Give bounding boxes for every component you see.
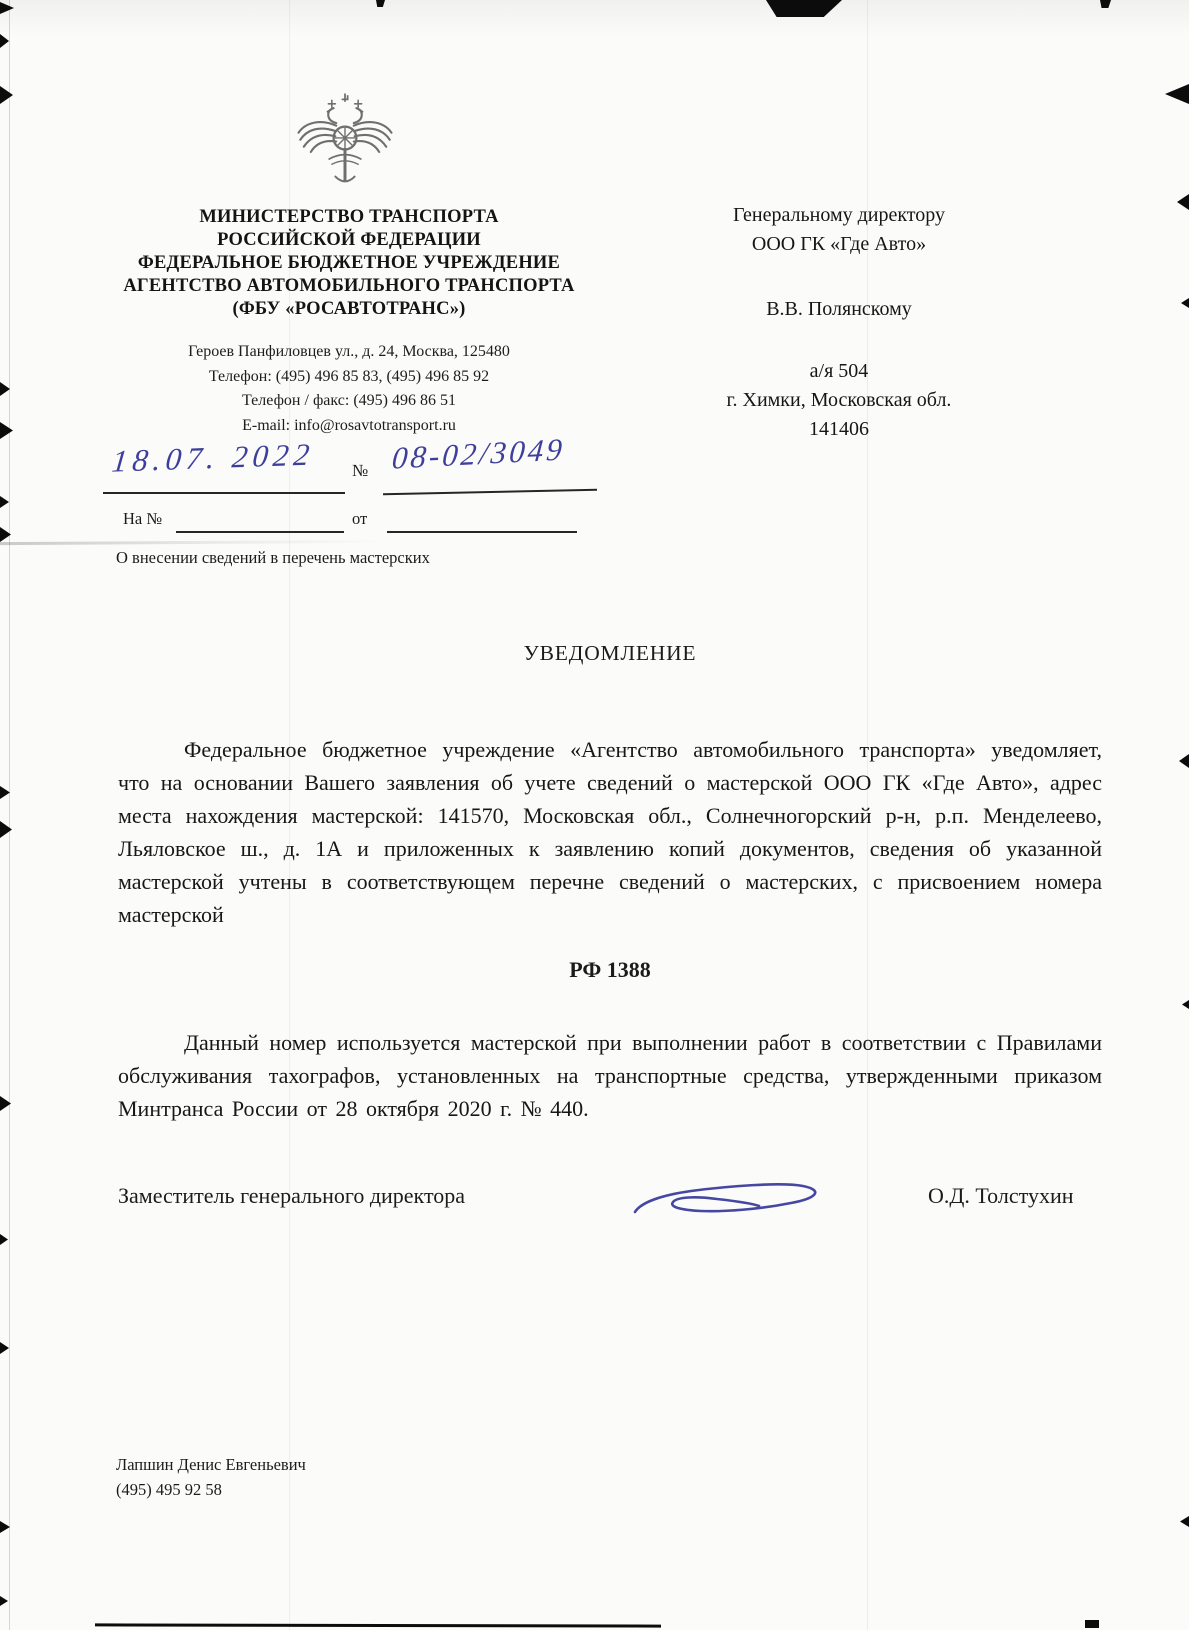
scan-artifact <box>0 1234 8 1245</box>
scan-artifact <box>0 1342 9 1354</box>
org-line: (ФБУ «РОСАВТОТРАНС») <box>232 299 466 319</box>
scan-artifact <box>95 1623 661 1627</box>
scan-artifact <box>0 1521 10 1533</box>
org-line: ФЕДЕРАЛЬНОЕ БЮДЖЕТНОЕ УЧРЕЖДЕНИЕ <box>137 253 561 273</box>
recipient-company: ООО ГК «Где Авто» <box>751 233 927 255</box>
reply-date-underline <box>387 531 577 533</box>
org-line: РОССИЙСКОЙ ФЕДЕРАЦИИ <box>217 230 481 250</box>
scan-artifact <box>0 1096 11 1111</box>
scan-artifact <box>1085 1620 1099 1628</box>
reply-from-label: от <box>352 509 368 528</box>
date-underline <box>103 492 345 494</box>
paper-crease <box>0 540 385 545</box>
paper-crease <box>9 0 10 1630</box>
letterhead-address-block <box>108 340 590 438</box>
scan-artifact <box>1182 1000 1189 1009</box>
contact-phone: (495) 495 92 58 <box>116 1480 222 1499</box>
handwritten-date: 18.07. 2022 <box>110 436 317 479</box>
scan-artifact <box>0 786 10 799</box>
recipient-city: г. Химки, Московская обл. <box>726 389 952 411</box>
recipient-name: В.В. Полянскому <box>766 298 912 320</box>
handwritten-signature <box>625 1172 845 1234</box>
address-line: E-mail: info@rosavtotransport.ru <box>242 416 456 434</box>
subject-line: О внесении сведений в перечень мастерских <box>116 548 430 567</box>
address-line: Телефон / факс: (495) 496 86 51 <box>242 392 456 409</box>
reply-number-underline <box>176 531 344 533</box>
scan-artifact <box>1179 754 1189 768</box>
contact-name: Лапшин Денис Евгеньевич <box>116 1455 306 1474</box>
workshop-number: РФ 1388 <box>569 957 651 982</box>
address-line: Героев Панфиловцев ул., д. 24, Москва, 125480 <box>188 343 510 360</box>
number-sign-label: № <box>352 461 369 480</box>
scan-shading <box>0 0 1189 36</box>
scan-artifact <box>1181 298 1189 308</box>
ministry-of-transport-emblem-icon <box>288 88 402 202</box>
scan-artifact <box>1177 194 1189 210</box>
address-line: Телефон: (495) 496 85 83, (495) 496 85 92 <box>208 367 490 385</box>
scan-artifact <box>0 86 13 104</box>
recipient-position: Генеральному директору <box>732 204 946 226</box>
body-paragraph-1: Федеральное бюджетное учреждение «Агентство автомобильного транспорта» уведомляет, что на основании Вашего заявления об учете сведений о мастерской ООО ГК «Где Авто», адрес места нахождения мастерской: 141570, Московская обл., Солнечногорский р-н, р.п. Менделеево, Льяловское ш., д. 1А и приложенных к заявлению копий документов, сведения об указанной мастерской учтены в соответствующем перечне сведений о мастерских, с присвоением номера мастерской <box>118 737 1102 927</box>
scan-artifact <box>0 382 10 396</box>
scan-artifact <box>1165 84 1189 104</box>
org-line: АГЕНТСТВО АВТОМОБИЛЬНОГО ТРАНСПОРТА <box>123 276 575 296</box>
body-paragraph-2: Данный номер используется мастерской при выполнении работ в соответствии с Правилами обслуживания тахографов, установленных на транспортные средства, утвержденными приказом Минтранса России от 28 октября 2020 г. № 440. <box>118 1030 1102 1121</box>
scan-artifact <box>1180 1516 1189 1527</box>
number-underline <box>383 489 597 495</box>
document-title: УВЕДОМЛЕНИЕ <box>523 641 697 665</box>
recipient-block <box>655 201 1023 444</box>
signer-position: Заместитель генерального директора <box>118 1183 466 1208</box>
scan-artifact <box>0 821 12 838</box>
reply-to-number-label: На № <box>123 509 163 528</box>
recipient-po-box: а/я 504 <box>809 360 869 382</box>
recipient-postal-code: 141406 <box>809 418 869 440</box>
org-line: МИНИСТЕРСТВО ТРАНСПОРТА <box>199 207 499 227</box>
scan-artifact <box>0 496 9 508</box>
letterhead-org-block <box>108 206 590 321</box>
scan-artifact <box>0 422 13 439</box>
scan-artifact <box>0 1596 8 1606</box>
scan-artifact <box>0 34 9 48</box>
scan-artifact <box>0 527 11 542</box>
signer-name: О.Д. Толстухин <box>928 1183 1074 1208</box>
handwritten-outgoing-number: 08-02/3049 <box>390 431 567 476</box>
contact-block <box>116 1452 306 1502</box>
